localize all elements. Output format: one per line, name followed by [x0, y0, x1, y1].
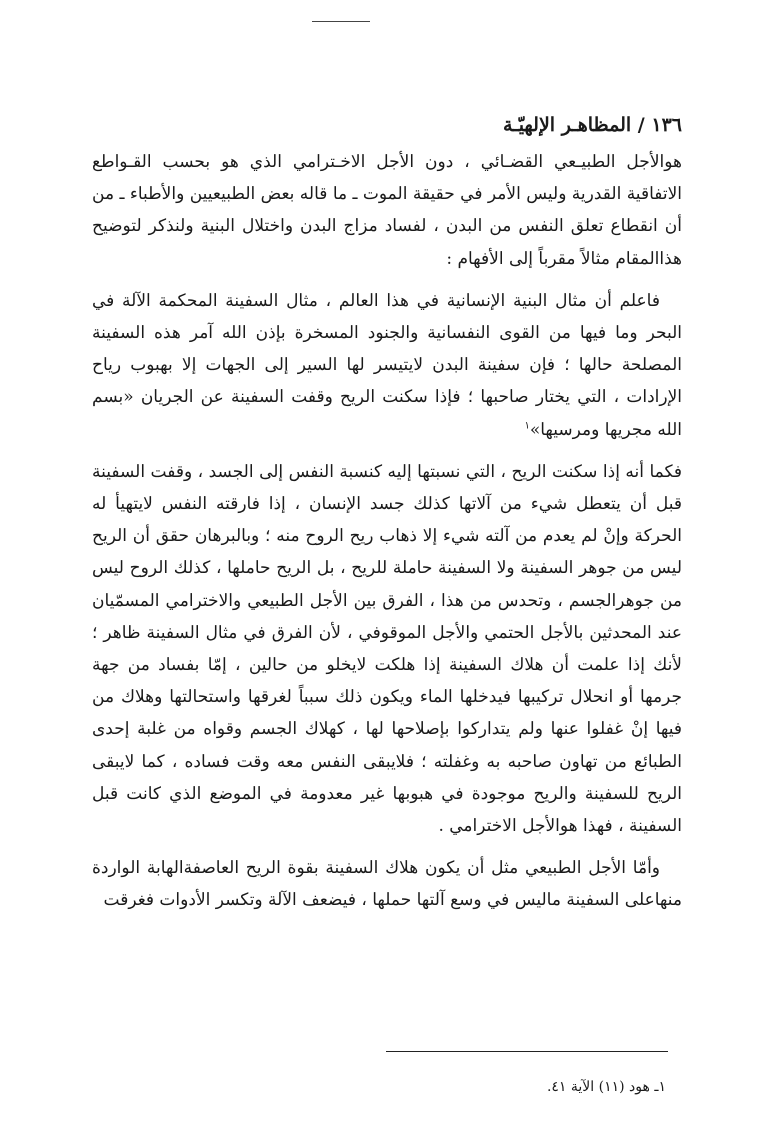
body-text — [92, 146, 682, 927]
paragraph-2-text: فاعلم أن مثال البنية الإنسانية في هذا العالم ، مثال السفينة المحكمة الآلة في البحر وما فيها من القوى النفسانية والجنود المسخرة بإذن الله آمر هذه السفينة المصلحة حالها ؛ فإن سفينة البدن لايتيسر لها السير إلى الجهات إلا بهبوب رياح الإرادات ، التي يختار صاحبها ؛ فإذا سكنت الريح وقفت السفينة عن الجريان «بسم الله مجريها ومرسيها» — [92, 290, 682, 440]
running-header: ١٣٦ / المظاهـر الإلهيّـة — [502, 114, 682, 136]
paragraph-3: فكما أنه إذا سكنت الريح ، التي نسبتها إليه كنسبة النفس إلى الجسد ، وقفت السفينة قبل أن يتعطل شيء من آلاتها كذلك جسد الإنسان ، إذا فارقته النفس لايتهيأ له الحركة وإنْ لم يعدم من آلته شيء إلا ذهاب ريح الروح منه ؛ وبالبرهان حقق أن الريح ليس من جوهر السفينة ولا السفينة حاملة للريح ، بل الريح حاملها ، كذلك الروح ليس من جوهرالجسم ، وتحدس من هذا ، الفرق بين الأجل الطبيعي والاخترامي المسمّيان عند المحدثين بالأجل الحتمي والأجل الموقوفي ، لأن الفرق في مثال السفينة ظاهر ؛ لأنك إذا علمت أن هلاك السفينة إذا هلكت لايخلو من حالين ، إمّا بفساد من جهة جرمها أو انحلال تركيبها فيدخلها الماء ويكون ذلك سبباً لغرقها واستحالتها وهلاك من فيها إنْ غفلوا عنها ولم يتداركوا بإصلاحها لها ، كهلاك الجسم وقواه من غلبة إحدى الطبائع من تهاون صاحبه به وغفلته ؛ فلايبقى النفس معه وقت فساده ، كما لايبقى الريح للسفينة والريح موجودة في هبوبها غير معدومة في الموضع الذي كانت قبل السفينة ، فهذا هوالأجل الاخترامي . — [92, 461, 682, 837]
footnote: ١ـ هود (١١) الآية ٤١. — [546, 1079, 666, 1095]
top-decorative-rule — [312, 21, 370, 22]
footnote-marker[interactable]: ١ — [524, 419, 530, 431]
paragraph-4: وأمّا الأجل الطبيعي مثل أن يكون هلاك السفينة بقوة الريح العاصفةالهابة الواردة منهاعلى السفينة ماليس في وسع آلتها حملها ، فيضعف الآلة وتكسر الأدوات فغرقت — [92, 858, 682, 911]
paragraph-2 — [92, 285, 682, 446]
footnote-separator — [386, 1051, 668, 1052]
paragraph-1: هوالأجل الطبيـعي القضـائي ، دون الأجل الاخـترامي الذي هو بحسب القـواطع الاتفاقية القدرية وليس الأمر في حقيقة الموت ـ ما قاله بعض الطبيعيين والأطباء ـ من أن انقطاع تعلق النفس من البدن ، لفساد مزاج البدن واختلال البنية ولنذكر لتوضيح هذاالمقام مثالاً مقرباً إلى الأفهام : — [92, 152, 682, 269]
